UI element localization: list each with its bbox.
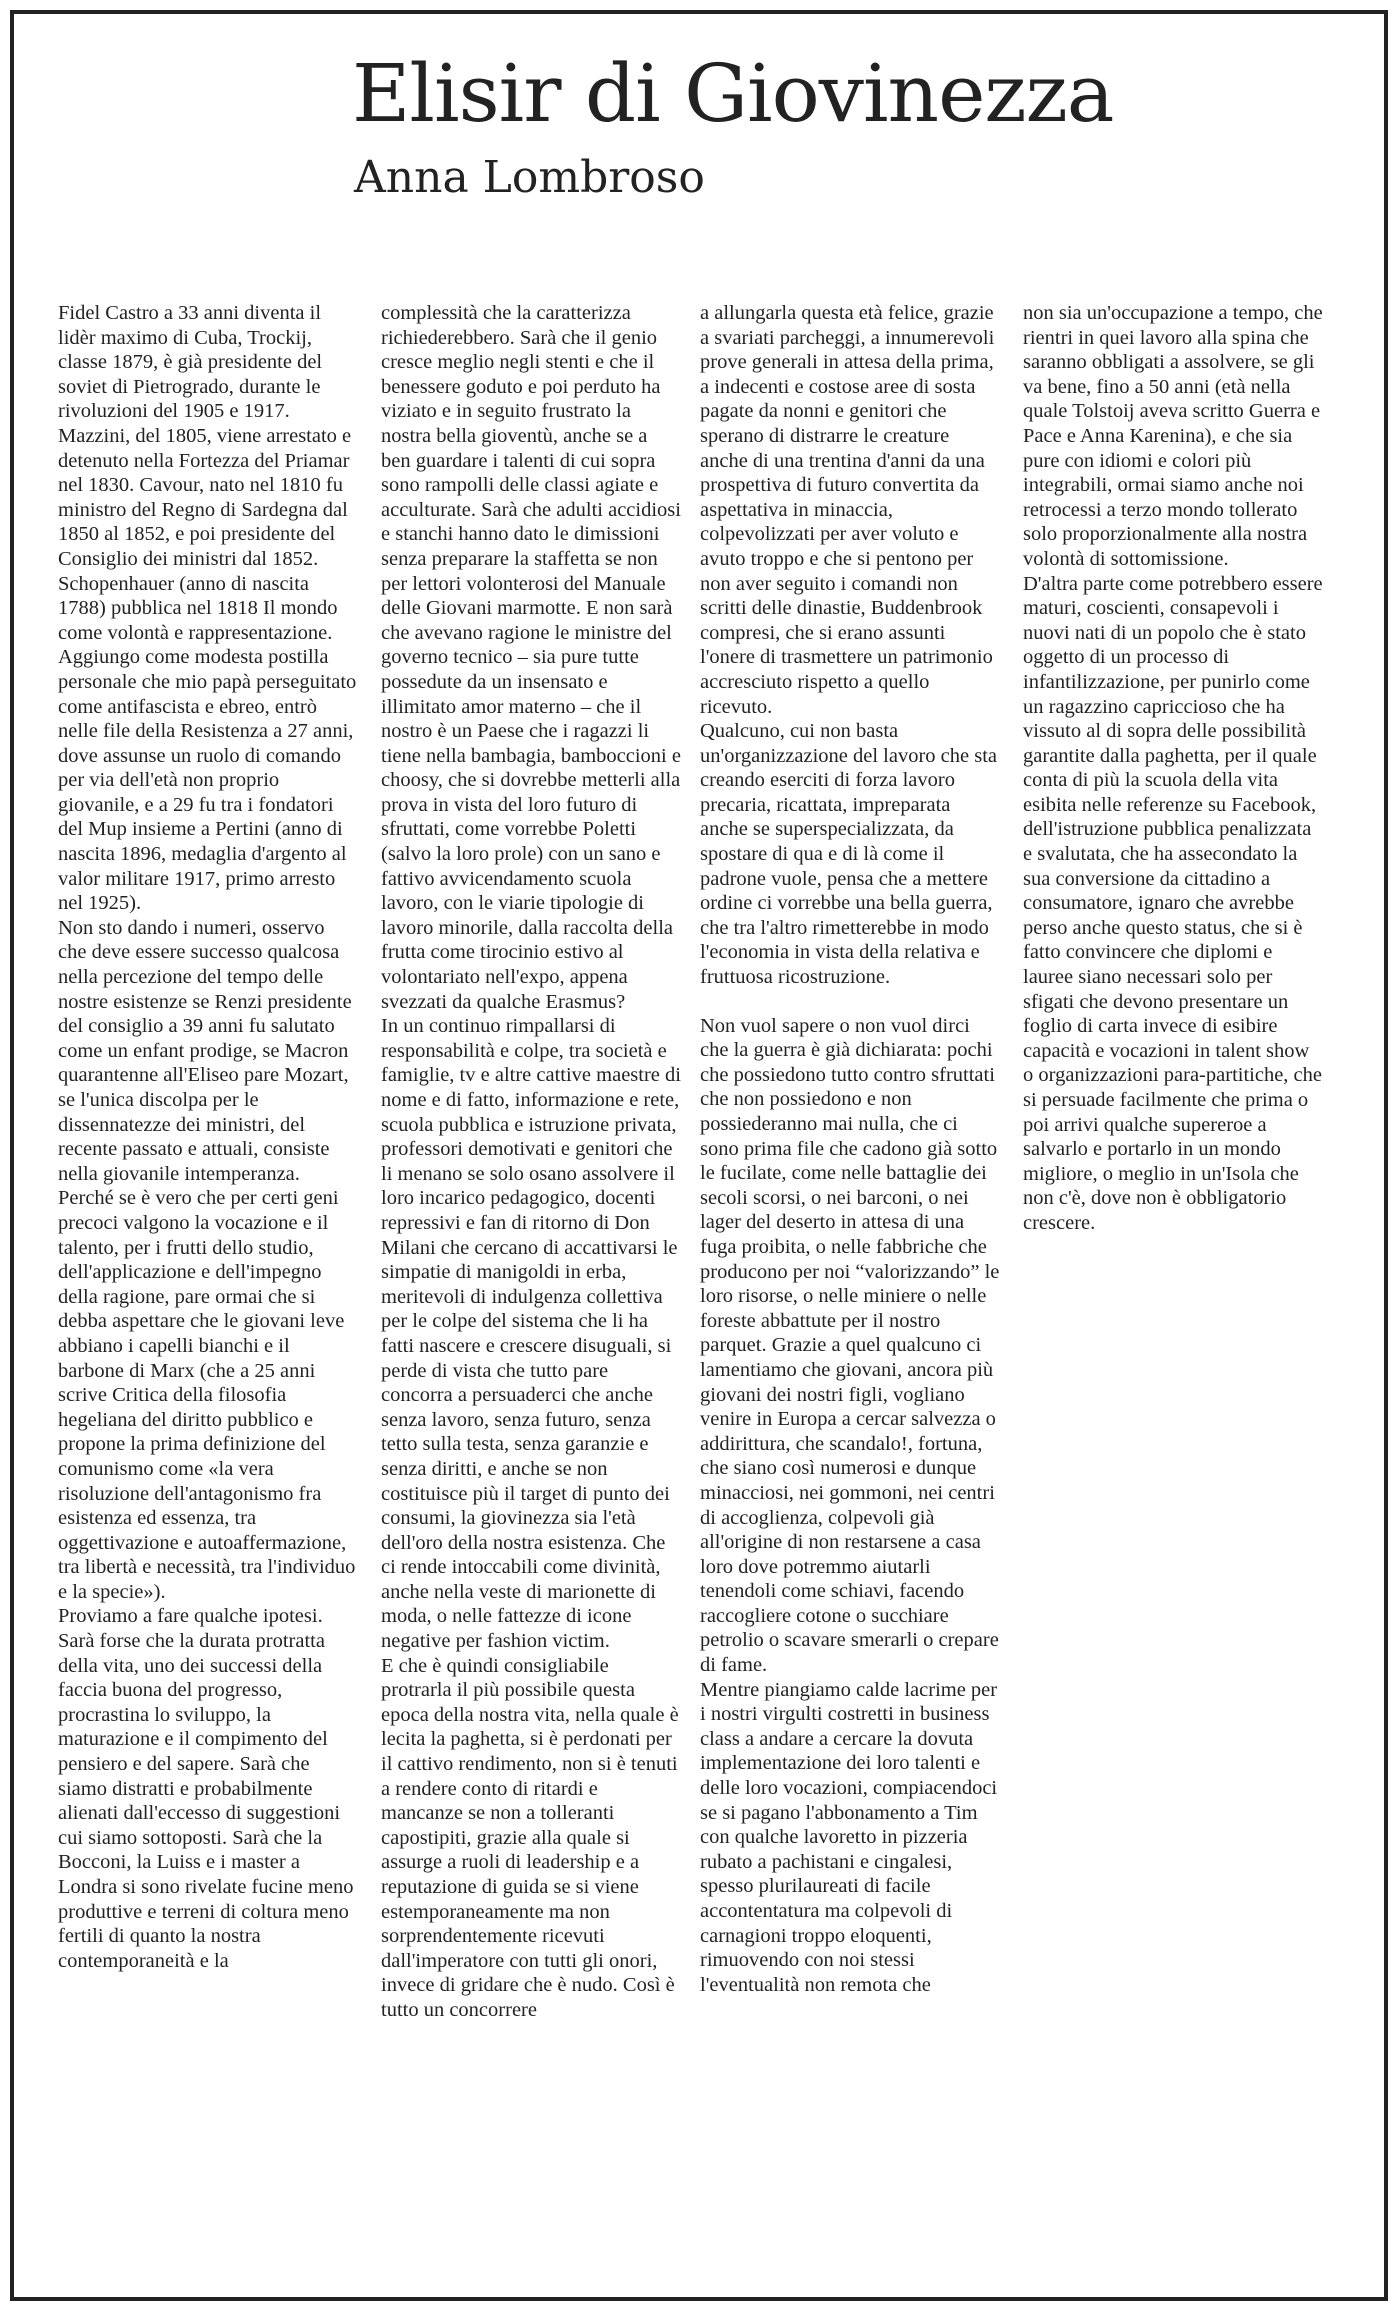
paragraph: Fidel Castro a 33 anni diventa il lidèr maximo di Cuba, Trockij, classe 1879, è già presidente del soviet di Pietrogrado, durante le rivoluzioni del 1905 e 1917. Mazzini, del 1805, viene arrestato e detenuto nella Fortezza del Priamar nel 1830. Cavour, nato nel 1810 fu ministro del Regno di Sardegna dal 1850 al 1852, e poi presidente del Consiglio dei ministri dal 1852. Schopenhauer (anno di nascita 1788) pubblica nel 1818 Il mondo come volontà e rappresentazione. Aggiungo come modesta postilla personale che mio papà perseguitato come antifascista e ebreo, entrò nelle file della Resistenza a 27 anni, dove assunse un ruolo di comando per via dell'età non proprio giovanile, e a 29 fu tra i fondatori del Mup insieme a Pertini (anno di nascita 1896, medaglia d'argento al valor militare 1917, primo arresto nel 1925). bbox=[58, 302, 357, 915]
article-title: Elisir di Giovinezza bbox=[352, 47, 1114, 140]
text-column-4 bbox=[1023, 301, 1323, 1236]
text-column-1 bbox=[58, 301, 358, 1973]
paragraph: non sia un'occupazione a tempo, che rientri in quei lavoro alla spina che saranno obbligati a assolvere, se gli va bene, fino a 50 anni (età nella quale Tolstoij aveva scritto Guerra e Pace e Anna Karenina), e che sia pure con idiomi e colori più integrabili, ormai siamo anche noi retrocessi a terzo mondo tollerato solo proporzionalmente alla nostra volontà di sottomissione. bbox=[1023, 302, 1323, 570]
paragraph: Non vuol sapere o non vuol dirci che la guerra è già dichiarata: pochi che possiedono tutto contro sfruttati che non possiedono e non possiederanno mai nulla, che ci sono prima file che cadono già sotto le fucilate, come nelle battaglie dei secoli scorsi, o nei barconi, o nei lager del deserto in attesa di una fuga proibita, o nelle fabbriche che producono per noi “valorizzando” le loro risorse, o nelle miniere o nelle foreste abbattute per il nostro parquet. Grazie a quel qualcuno ci lamentiamo che giovani, ancora più giovani dei nostri figli, vogliano venire in Europa a cercar salvezza o addirittura, che scandalo!, fortuna, che siano così numerosi e dunque minacciosi, nei gommoni, nei centri di accoglienza, colpevoli già all'origine di non restarsene a casa loro dove potremmo aiutarli tenendoli come schiavi, facendo raccogliere cotone o succhiare petrolio o scavare smerarli o crepare di fame. bbox=[700, 1014, 1000, 1677]
paragraph: Perché se è vero che per certi geni precoci valgono la vocazione e il talento, per i frutti dello studio, dell'applicazione e dell'impegno della ragione, pare ormai che si debba aspettare che le giovani leve abbiano i capelli bianchi e il barbone di Marx (che a 25 anni scrive Critica della filosofia hegeliana del diritto pubblico e propone la prima definizione del comunismo come «la vera risoluzione dell'antagonismo fra esistenza ed essenza, tra oggettivazione e autoaffermazione, tra libertà e necessità, tra l'individuo e la specie»). bbox=[58, 1187, 356, 1603]
paragraph: E che è quindi consigliabile protrarla il più possibile questa epoca della nostra vita, nella quale è lecita la paghetta, si è perdonati per il cattivo rendimento, non si è tenuti a rendere conto di ritardi e mancanze se non a tolleranti capostipiti, grazie alla quale si assurge a ruoli di leadership e a reputazione di guida se si viene estemporaneamente ma non sorprendentemente ricevuti dall'imperatore con tutti gli onori, invece di gridare che è nudo. Così è tutto un concorrere bbox=[381, 1654, 679, 2021]
paragraph: Non sto dando i numeri, osservo che deve essere successo qualcosa nella percezione del tempo delle nostre esistenze se Renzi presidente del consiglio a 39 anni fu salutato come un enfant prodige, se Macron quarantenne all'Eliseo pare Mozart, se l'unica discolpa per le dissennatezze dei ministri, del recente passato e attuali, consiste nella giovanile intemperanza. bbox=[58, 916, 352, 1185]
text-column-3 bbox=[700, 301, 1000, 1997]
paragraph: complessità che la caratterizza richiederebbero. Sarà che il genio cresce meglio negli stenti e che il benessere goduto e poi perduto ha viziato e in seguito frustrato la nostra bella gioventù, anche se a ben guardare i talenti di cui sopra sono rampolli delle classi agiate e acculturate. Sarà che adulti accidiosi e stanchi hanno dato le dimissioni senza preparare la staffetta se non per lettori volonterosi del Manuale delle Giovani marmotte. E non sarà che avevano ragione le ministre del governo tecnico – sia pure tutte possedute da un insensato e illimitato amor materno – che il nostro è un Paese che i ragazzi li tiene nella bambagia, bamboccioni e choosy, che si dovrebbe metterli alla prova in vista del loro futuro di sfruttati, come vorrebbe Poletti (salvo la loro prole) con un sano e fattivo avvicendamento scuola lavoro, con le viarie tipologie di lavoro minorile, dalla raccolta della frutta come tirocinio estivo al volontariato nell'expo, appena svezzati da qualche Erasmus? bbox=[381, 302, 681, 1013]
text-column-2 bbox=[381, 301, 681, 2023]
paragraph: a allungarla questa età felice, grazie a svariati parcheggi, a innumerevoli prove generali in attesa della prima, a indecenti e costose aree di sosta pagate da nonni e genitori che sperano di distrarre le creature anche di una trentina d'anni da una prospettiva di futuro convertita da aspettativa in minaccia, colpevolizzati per aver voluto e avuto troppo e che si pentono per non aver seguito i comandi non scritti delle dinastie, Buddenbrook compresi, che si erano assunti l'onere di trasmettere un patrimonio accresciuto rispetto a quello ricevuto. bbox=[700, 302, 995, 718]
paragraph: Mentre piangiamo calde lacrime per i nostri virgulti costretti in business class a andare a cercare la dovuta implementazione dei loro talenti e delle loro vocazioni, compiacendoci se si pagano l'abbonamento a Tim con qualche lavoretto in pizzeria rubato a pachistani e cingalesi, spesso plurilaureati di facile accontentatura ma colpevoli di carnagioni troppo eloquenti, rimuovendo con noi stessi l'eventualità non remota che bbox=[700, 1678, 998, 1996]
paragraph: D'altra parte come potrebbero essere maturi, coscienti, consapevoli i nuovi nati di un popolo che è stato oggetto di un processo di infantilizzazione, per punirlo come un ragazzino capriccioso che ha vissuto al di sopra delle possibilità garantite dalla paghetta, per il quale conta di più la scuola della vita esibita nelle referenze su Facebook, dell'istruzione pubblica penalizzata e svalutata, che ha assecondato la sua conversione da cittadino a consumatore, ignaro che avrebbe perso anche questo status, che si è fatto convincere che diplomi e lauree siano necessari solo per sfigati che devono presentare un foglio di carta invece di esibire capacità e vocazioni in talent show o organizzazioni para-partitiche, che si persuade facilmente che prima o poi arrivi qualche supereroe a salvarlo e portarlo in un mondo migliore, o meglio in un'Isola che non c'è, dove non è obbligatorio crescere. bbox=[1023, 572, 1323, 1234]
paragraph: Proviamo a fare qualche ipotesi. Sarà forse che la durata protratta della vita, uno dei successi della faccia buona del progresso, procrastina lo sviluppo, la maturazione e il compimento del pensiero e del sapere. Sarà che siamo distratti e probabilmente alienati dall'eccesso di suggestioni cui siamo sottoposti. Sarà che la Bocconi, la Luiss e i master a Londra si sono rivelate fucine meno produttive e terreni di coltura meno fertili di quanto la nostra contemporaneità e la bbox=[58, 1605, 354, 1972]
paragraph: Qualcuno, cui non basta un'organizzazione del lavoro che sta creando eserciti di forza lavoro precaria, ricattata, impreparata anche se superspecializzata, da spostare di qua e di là come il padrone vuole, pensa che a mettere ordine ci vorrebbe una bella guerra, che tra l'altro rimetterebbe in modo l'economia in vista della relativa e fruttuosa ricostruzione. bbox=[700, 720, 998, 989]
article-author: Anna Lombroso bbox=[354, 152, 705, 203]
paragraph: In un continuo rimpallarsi di responsabilità e colpe, tra società e famiglie, tv e altre cattive maestre di nome e di fatto, informazione e rete, scuola pubblica e istruzione privata, professori demotivati e genitori che li menano se solo osano assolvere il loro incarico pedagogico, docenti repressivi e fan di ritorno di Don Milani che cercano di accattivarsi le simpatie di manigoldi in erba, meritevoli di indulgenza collettiva per le colpe del sistema che li ha fatti nascere e crescere disuguali, si perde di vista che tutto pare concorra a persuaderci che anche senza lavoro, senza futuro, senza tetto sulla testa, senza garanzie e senza diritti, e anche se non costituisce più il target di punto dei consumi, la giovinezza sia l'età dell'oro della nostra esistenza. Che ci rende intoccabili come divinità, anche nella veste di marionette di moda, o nelle fattezze di icone negative per fashion victim. bbox=[381, 1015, 681, 1653]
